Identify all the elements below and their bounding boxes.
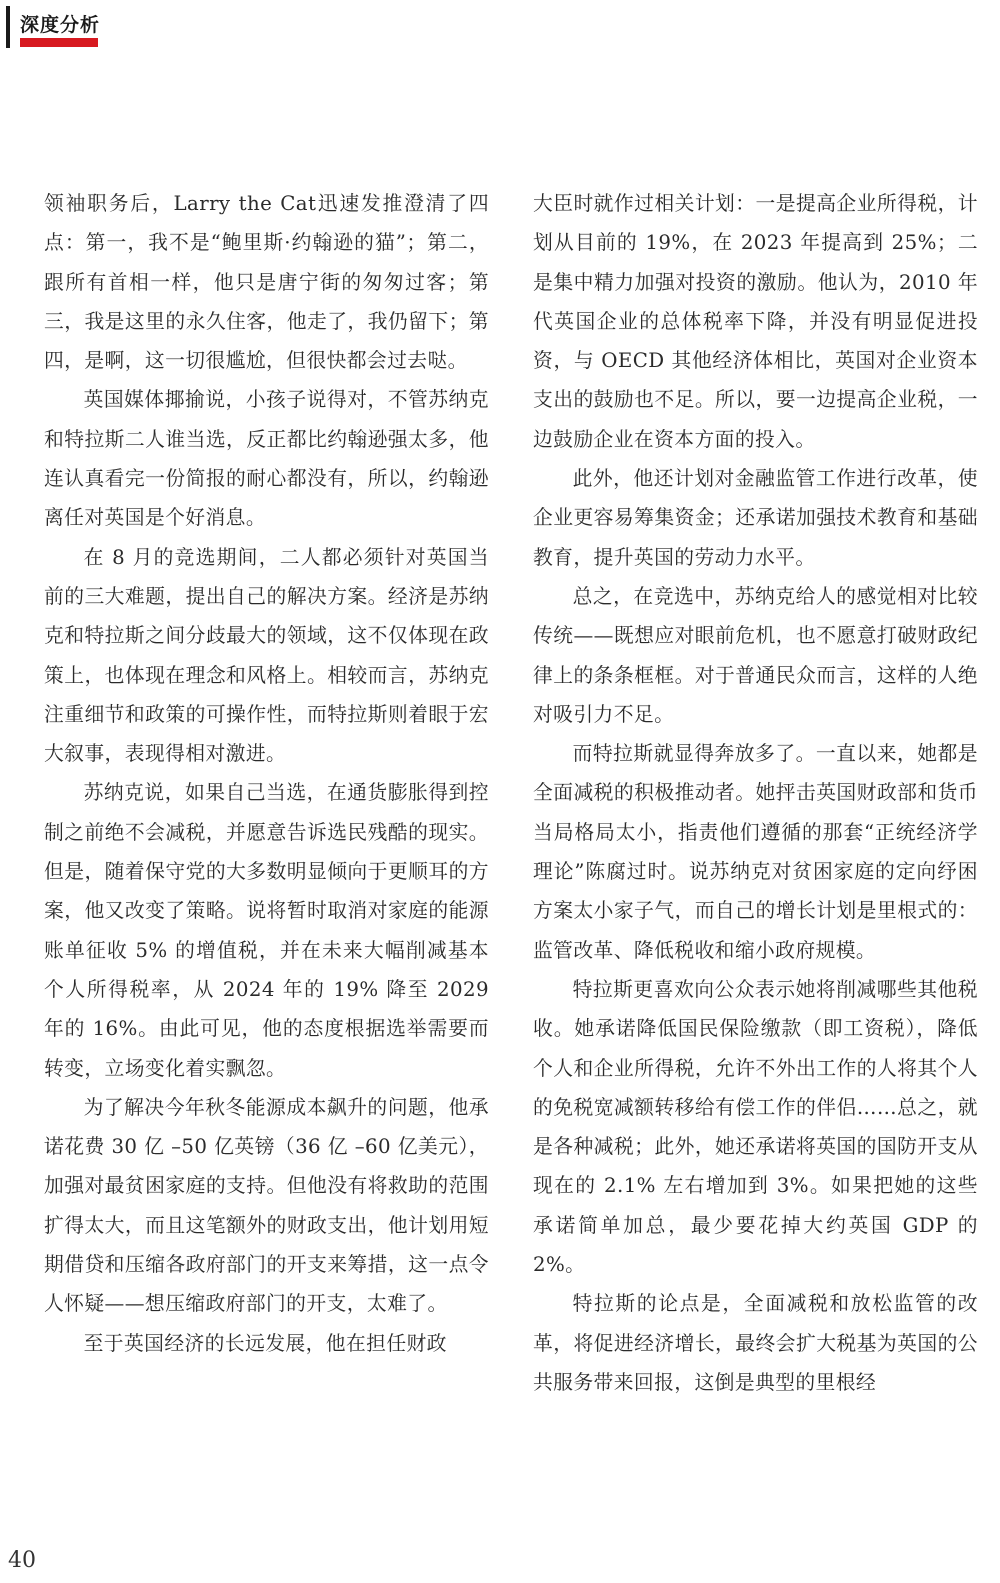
section-title: 深度分析	[20, 14, 101, 36]
paragraph: 总之，在竞选中，苏纳克给人的感觉相对比较传统——既想应对眼前危机，也不愿意打破财政纪律上的条条框框。对于普通民众而言，这样的人绝对吸引力不足。	[533, 584, 978, 726]
paragraph: 特拉斯的论点是，全面减税和放松监管的改革，将促进经济增长，最终会扩大税基为英国的公共服务带来回报，这倒是典型的里根经	[533, 1292, 978, 1394]
article-column-left	[44, 184, 489, 1363]
paragraph: 而特拉斯就显得奔放多了。一直以来，她都是全面减税的积极推动者。她抨击英国财政部和货币当局格局太小，指责他们遵循的那套“正统经济学理论”陈腐过时。说苏纳克对贫困家庭的定向纾困方案太小家子气，而自己的增长计划是里根式的：监管改革、降低税收和缩小政府规模。	[533, 742, 978, 962]
page-number: 40	[8, 1548, 36, 1573]
paragraph: 在 8 月的竞选期间，二人都必须针对英国当前的三大难题，提出自己的解决方案。经济是苏纳克和特拉斯之间分歧最大的领域，这不仅体现在政策上，也体现在理念和风格上。相较而言，苏纳克注重细节和政策的可操作性，而特拉斯则着眼于宏大叙事，表现得相对激进。	[44, 545, 489, 766]
paragraph: 苏纳克说，如果自己当选，在通货膨胀得到控制之前绝不会减税，并愿意告诉选民残酷的现实。但是，随着保守党的大多数明显倾向于更顺耳的方案，他又改变了策略。说将暂时取消对家庭的能源账单征收 5% 的增值税，并在未来大幅削减基本个人所得税率，从 2024 年的 19% 降至 2029 年的 16%。由此可见，他的态度根据选举需要而转变，立场变化着实飘忽。	[44, 781, 489, 1080]
article-column-right	[533, 184, 978, 1402]
paragraph: 特拉斯更喜欢向公众表示她将削减哪些其他税收。她承诺降低国民保险缴款（即工资税），降低个人和企业所得税，允许不外出工作的人将其个人的免税宽减额转移给有偿工作的伴侣……总之，就是各种减税；此外，她还承诺将英国的国防开支从现在的 2.1% 左右增加到 3%。如果把她的这些承诺简单加总，最少要花掉大约英国 GDP 的 2%。	[533, 977, 978, 1277]
paragraph: 为了解决今年秋冬能源成本飙升的问题，他承诺花费 30 亿 –50 亿英镑（36 亿 –60 亿美元），加强对最贫困家庭的支持。但他没有将救助的范围扩得太大，而且这笔额外的财政支出，他计划用短期借贷和压缩各政府部门的开支来筹措，这一点令人怀疑——想压缩政府部门的开支，太难了。	[44, 1095, 489, 1316]
paragraph: 至于英国经济的长远发展，他在担任财政	[83, 1331, 447, 1355]
paragraph: 此外，他还计划对金融监管工作进行改革，使企业更容易筹集资金；还承诺加强技术教育和基础教育，提升英国的劳动力水平。	[533, 467, 978, 569]
paragraph: 大臣时就作过相关计划：一是提高企业所得税，计划从目前的 19%，在 2023 年提高到 25%；二是集中精力加强对投资的激励。他认为，2010 年代英国企业的总体税率下降，并没有明显促进投资，与 OECD 其他经济体相比，英国对企业资本支出的鼓励也不足。所以，要一边提高企业税，一边鼓励企业在资本方面的投入。	[533, 192, 978, 451]
section-title-underline	[20, 38, 98, 47]
section-marker-bar	[6, 6, 10, 48]
paragraph: 英国媒体揶揄说，小孩子说得对，不管苏纳克和特拉斯二人谁当选，反正都比约翰逊强太多，他连认真看完一份简报的耐心都没有，所以，约翰逊离任对英国是个好消息。	[44, 388, 489, 530]
paragraph: 领袖职务后，Larry the Cat迅速发推澄清了四点：第一，我不是“鲍里斯·约翰逊的猫”；第二，跟所有首相一样，他只是唐宁街的匆匆过客；第三，我是这里的永久住客，他走了，我仍留下；第四，是啊，这一切很尴尬，但很快都会过去哒。	[44, 192, 489, 373]
